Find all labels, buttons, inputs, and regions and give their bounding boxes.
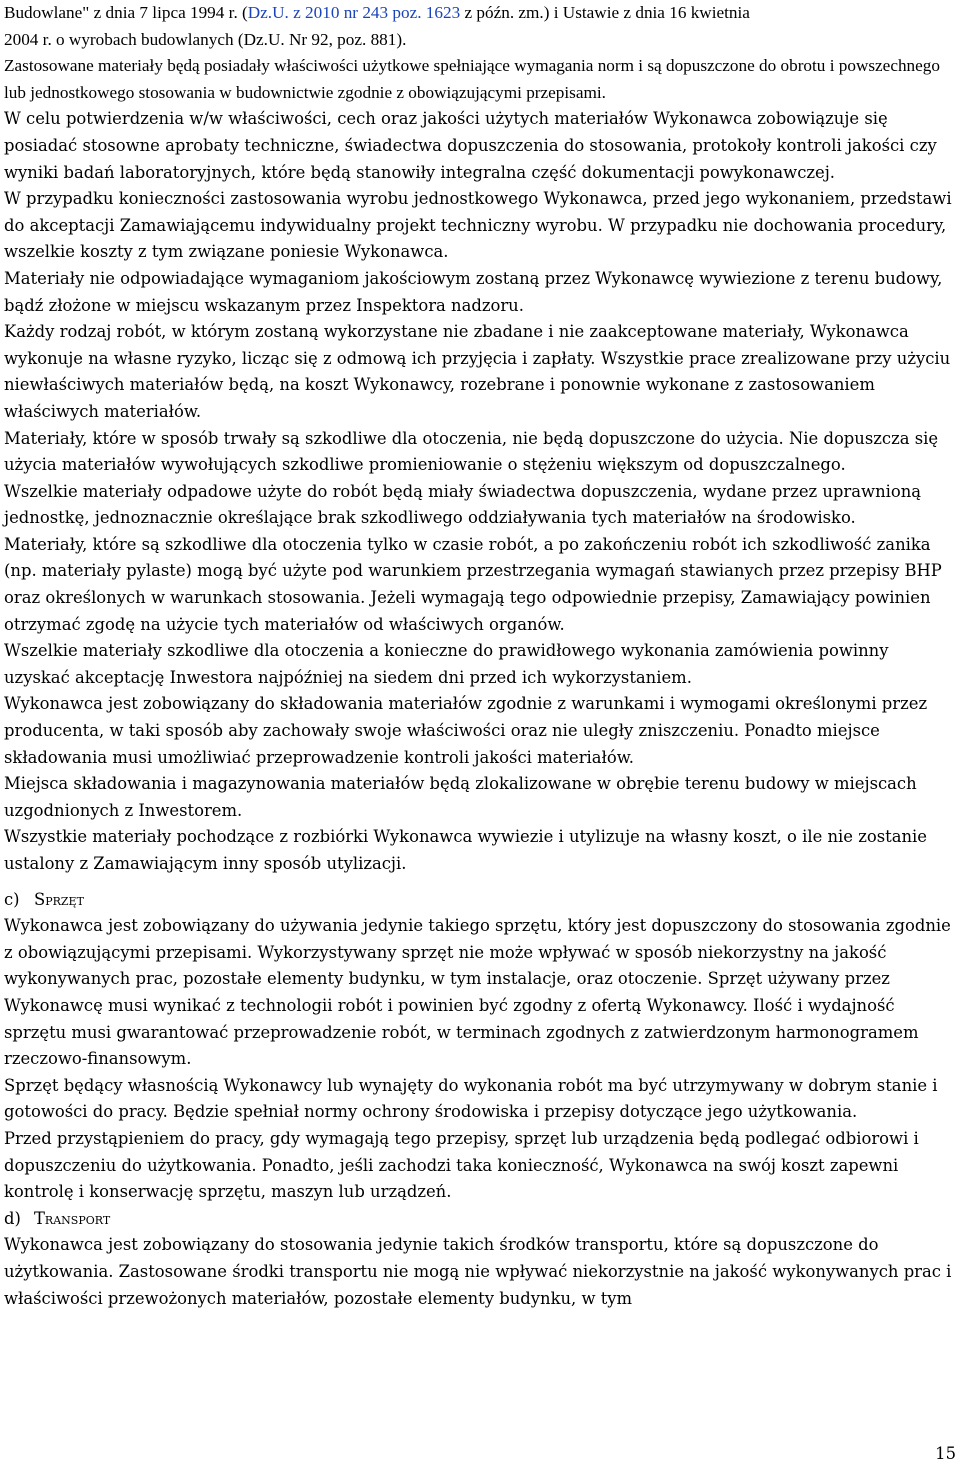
paragraph-equipment-3: Przed przystąpieniem do pracy, gdy wymagają tego przepisy, sprzęt lub urządzenia będą podlegać odbiorowi i dopuszczeniu do użytkowania. Ponadto, jeśli zachodzi taka konieczność, Wykonawca na swój koszt zapewni kontrolę i konserwację sprzętu, maszyn lub urządzeń. bbox=[4, 1128, 919, 1202]
intro-paragraph bbox=[4, 0, 956, 106]
paragraph-transport-1: Wykonawca jest zobowiązany do stosowania jedynie takich środków transportu, które są dopuszczone do użytkowania. Zastosowane środki transportu nie mogą nie wpływać niekorzystnie na jakość wykonywanych prac i właściwości przewożonych materiałów, pozostałe elementy budynku, w tym bbox=[4, 1235, 952, 1308]
section-letter: d) bbox=[4, 1208, 21, 1228]
intro-text-2: 2004 r. o wyrobach budowlanych (Dz.U. Nr 92, poz. 881). bbox=[4, 29, 407, 49]
paragraph-materials-2: W celu potwierdzenia w/w właściwości, cech oraz jakości użytych materiałów Wykonawca zobowiązuje się posiadać stosowne aprobaty techniczne, świadectwa dopuszczenia do stosowania, protokoły kontroli jakości czy wyniki badań laboratoryjnych, które będą stanowiły integralna część dokumentacji powykonawczej. bbox=[4, 109, 937, 182]
section-title: Sprzęt bbox=[34, 889, 84, 909]
page-number: 15 bbox=[935, 1444, 956, 1463]
paragraph-materials-11: Miejsca składowania i magazynowania materiałów będą zlokalizowane w obrębie terenu budowy w miejscach uzgodnionych z Inwestorem. bbox=[4, 774, 917, 820]
paragraph-materials-1: Zastosowane materiały będą posiadały właściwości użytkowe spełniające wymagania norm i są dopuszczone do obrotu i powszechnego lub jednostkowego stosowania w budownictwie zgodnie z obowiązującymi przepisami. bbox=[4, 56, 940, 102]
paragraph-materials-4: Materiały nie odpowiadające wymaganiom jakościowym zostaną przez Wykonawcę wywiezione z terenu budowy, bądź złożone w miejscu wskazanym przez Inspektora nadzoru. bbox=[4, 268, 943, 315]
section-title: Transport bbox=[34, 1208, 111, 1228]
document-page bbox=[4, 0, 956, 1312]
section-heading-transport bbox=[4, 1206, 956, 1233]
law-reference-link[interactable]: Dz.U. z 2010 nr 243 poz. 1623 bbox=[247, 3, 461, 22]
intro-text-1b: z późn. zm.) i Ustawie z dnia 16 kwietnia bbox=[460, 3, 750, 22]
paragraph-materials-8: Materiały, które są szkodliwe dla otoczenia tylko w czasie robót, a po zakończeniu robót ich szkodliwość zanika (np. materiały pylaste) mogą być użyte pod warunkiem przestrzegania wymagań stawianych przez przepisy BHP oraz określonych w warunkach stosowania. Jeżeli wymagają tego odpowiednie przepisy, Zamawiający powinien otrzymać zgodę na użycie tych materiałów od właściwych organów. bbox=[4, 534, 942, 634]
paragraph-materials-12: Wszystkie materiały pochodzące z rozbiórki Wykonawca wywiezie i utylizuje na własny koszt, o ile nie zostanie ustalony z Zamawiającym inny sposób utylizacji. bbox=[4, 827, 927, 873]
intro-text-1a: Budowlane" z dnia 7 lipca 1994 r. ( bbox=[4, 3, 248, 22]
paragraph-materials-7: Wszelkie materiały odpadowe użyte do robót będą miały świadectwa dopuszczenia, wydane przez uprawnioną jednostkę, jednoznacznie określające brak szkodliwego oddziaływania tych materiałów na środowisko. bbox=[4, 481, 922, 528]
paragraph-materials-5: Każdy rodzaj robót, w którym zostaną wykorzystane nie zbadane i nie zaakceptowane materiały, Wykonawca wykonuje na własne ryzyko, licząc się z odmową ich przyjęcia i zapłaty. Wszystkie prace zrealizowane przy użyciu niewłaściwych materiałów będą, na koszt Wykonawcy, rozebrane i ponownie wykonane z zastosowaniem właściwych materiałów. bbox=[4, 322, 951, 421]
section-letter: c) bbox=[4, 889, 20, 909]
paragraph-materials-3: W przypadku konieczności zastosowania wyrobu jednostkowego Wykonawca, przed jego wykonaniem, przedstawi do akceptacji Zamawiającemu indywidualny projekt techniczny wyrobu. W przypadku nie dochowania procedury, wszelkie koszty z tym związane poniesie Wykonawca. bbox=[4, 189, 952, 262]
paragraph-equipment-1: Wykonawca jest zobowiązany do używania jedynie takiego sprzętu, który jest dopuszczony do stosowania zgodnie z obowiązującymi przepisami. Wykorzystywany sprzęt nie może wpływać w sposób niekorzystny na jakość wykonywanych prac, pozostałe elementy budynku, w tym instalacje, oraz otoczenie. Sprzęt używany przez Wykonawcę musi wynikać z technologii robót i powinien być zgodny z ofertą Wykonawcy. Ilość i wydajność sprzętu musi gwarantować przeprowadzenie robót, w terminach zgodnych z zatwierdzonym harmonogramem rzeczowo-finansowym. bbox=[4, 916, 951, 1069]
paragraph-equipment-2: Sprzęt będący własnością Wykonawcy lub wynajęty do wykonania robót ma być utrzymywany w dobrym stanie i gotowości do pracy. Będzie spełniał normy ochrony środowiska i przepisy dotyczące jego użytkowania. bbox=[4, 1075, 938, 1122]
paragraph-materials-10: Wykonawca jest zobowiązany do składowania materiałów zgodnie z warunkami i wymogami określonymi przez producenta, w taki sposób aby zachowały swoje właściwości oraz nie uległy zniszczeniu. Ponadto miejsce składowania musi umożliwiać przeprowadzenie kontroli jakości materiałów. bbox=[4, 694, 928, 767]
section-heading-equipment bbox=[4, 887, 956, 914]
paragraph-materials-9: Wszelkie materiały szkodliwe dla otoczenia a konieczne do prawidłowego wykonania zamówienia powinny uzyskać akceptację Inwestora najpóźniej na siedem dni przed ich wykorzystaniem. bbox=[4, 641, 889, 687]
paragraph-materials-6: Materiały, które w sposób trwały są szkodliwe dla otoczenia, nie będą dopuszczone do użycia. Nie dopuszcza się użycia materiałów wywołujących szkodliwe promieniowanie o stężeniu większym od dopuszczalnego. bbox=[4, 428, 939, 475]
